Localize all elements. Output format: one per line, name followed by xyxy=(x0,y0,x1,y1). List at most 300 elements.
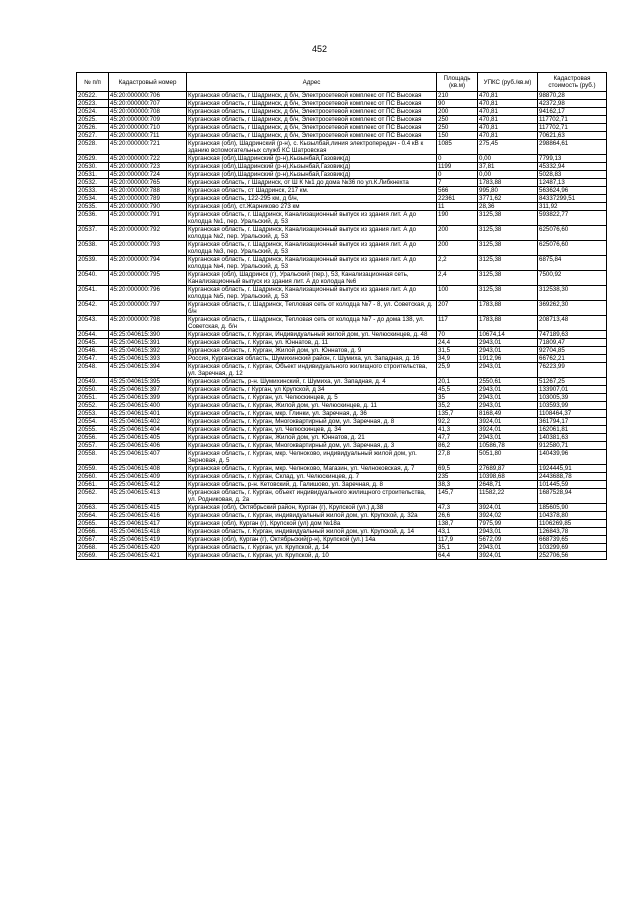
cell-upks: 2550,61 xyxy=(478,378,538,386)
cell-cadastral-number: 45:25:040615:394 xyxy=(109,363,187,378)
cell-cadastral-number: 45:20:000000:790 xyxy=(109,203,187,211)
cell-address: Курганская область, г. Курган, ул. Челюскинцев, д. 5 xyxy=(187,394,437,402)
cell-upks: 10674,14 xyxy=(478,331,538,339)
table-row xyxy=(77,187,607,195)
cell-cadastral-number: 45:25:040615:415 xyxy=(109,504,187,512)
cell-area: 92,2 xyxy=(437,418,478,426)
cell-cadastral-number: 45:20:000000:796 xyxy=(109,286,187,301)
cell-cadastral-number: 45:25:040615:404 xyxy=(109,426,187,434)
cell-cost: 133907,01 xyxy=(538,386,607,394)
col-header-address: Адрес xyxy=(187,73,437,92)
cell-upks: 2943,01 xyxy=(478,363,538,378)
cell-address: Курганская область, г Шадринск, д б/н, Электросетевой комплекс от ПС Высокая xyxy=(187,100,437,108)
cell-area: 135,7 xyxy=(437,410,478,418)
cell-cost: 140381,63 xyxy=(538,434,607,442)
table-row xyxy=(77,347,607,355)
cell-num: 20524. xyxy=(77,108,109,116)
cell-cost: 103299,69 xyxy=(538,544,607,552)
cell-upks: 470,81 xyxy=(478,116,538,124)
cell-num: 20543. xyxy=(77,316,109,331)
cell-num: 20522. xyxy=(77,92,109,100)
cell-address: Курганская область, г. Курган, ул. Юннатов, д. 11 xyxy=(187,339,437,347)
cell-address: Курганская область, г. Шадринск, Тепловая сеть от колодца №7 - до дома 138, ул. Советская, д. б/н xyxy=(187,316,437,331)
cell-upks: 5051,80 xyxy=(478,450,538,465)
cell-address: Курганская (обл),Шадринский (р-н),Кызынбай,Газовик(д) xyxy=(187,155,437,163)
cell-area: 43,1 xyxy=(437,528,478,536)
cell-address: Курганская (обл),Шадринский (р-н),Кызынбай,Газовик(д) xyxy=(187,171,437,179)
cell-cadastral-number: 45:25:040615:418 xyxy=(109,528,187,536)
table-body xyxy=(77,92,607,560)
cell-cadastral-number: 45:20:000000:724 xyxy=(109,171,187,179)
cell-upks: 3125,38 xyxy=(478,286,538,301)
cell-num: 20542. xyxy=(77,301,109,316)
cell-upks: 470,81 xyxy=(478,100,538,108)
cell-area: 35,2 xyxy=(437,402,478,410)
cell-cadastral-number: 45:25:040615:390 xyxy=(109,331,187,339)
cell-cost: 563624,96 xyxy=(538,187,607,195)
cell-cost: 66762,21 xyxy=(538,355,607,363)
cell-num: 20556. xyxy=(77,434,109,442)
cell-address: Курганская область, г Шадринск, д б/н, Электросетевой комплекс от ПС Высокая xyxy=(187,124,437,132)
cell-address: Курганская область, г. Шадринск, Канализационный выпуск из здания лит. А до колодца №5, пер. Уральский, д. 53 xyxy=(187,286,437,301)
table-row xyxy=(77,481,607,489)
cell-area: 0 xyxy=(437,155,478,163)
cell-upks: 470,81 xyxy=(478,92,538,100)
cell-num: 20531. xyxy=(77,171,109,179)
cell-cadastral-number: 45:25:040615:416 xyxy=(109,512,187,520)
cell-cadastral-number: 45:25:040615:413 xyxy=(109,489,187,504)
cell-area: 34,9 xyxy=(437,355,478,363)
cell-num: 20537. xyxy=(77,226,109,241)
cell-cadastral-number: 45:25:040615:409 xyxy=(109,473,187,481)
cell-cadastral-number: 45:25:040615:406 xyxy=(109,442,187,450)
cell-area: 0 xyxy=(437,171,478,179)
cell-upks: 11582,22 xyxy=(478,489,538,504)
cell-area: 1085 xyxy=(437,140,478,155)
cell-area: 26,6 xyxy=(437,512,478,520)
cell-cost: 12487,13 xyxy=(538,179,607,187)
cell-address: Курганская область, г. Курган, Индивидуальный жилой дом, ул. Челюскинцев, д. 48 xyxy=(187,331,437,339)
table-row xyxy=(77,536,607,544)
cell-cadastral-number: 45:25:040615:402 xyxy=(109,418,187,426)
cell-cost: 42372,98 xyxy=(538,100,607,108)
table-row xyxy=(77,92,607,100)
cell-cost: 185605,90 xyxy=(538,504,607,512)
cell-cadastral-number: 45:20:000000:793 xyxy=(109,241,187,256)
cell-cadastral-number: 45:25:040615:417 xyxy=(109,520,187,528)
cell-num: 20529. xyxy=(77,155,109,163)
cell-cadastral-number: 45:25:040615:391 xyxy=(109,339,187,347)
cell-cost: 1687528,94 xyxy=(538,489,607,504)
cell-num: 20550. xyxy=(77,386,109,394)
cell-upks: 0,00 xyxy=(478,171,538,179)
cell-address: Курганская область, р-н. Кетовский, д. Галишово, ул. Заречная, д. 8 xyxy=(187,481,437,489)
cell-area: 69,5 xyxy=(437,465,478,473)
cell-upks: 3125,38 xyxy=(478,241,538,256)
cell-cadastral-number: 45:25:040615:405 xyxy=(109,434,187,442)
cell-cost: 126843,78 xyxy=(538,528,607,536)
cell-cadastral-number: 45:25:040615:420 xyxy=(109,544,187,552)
col-header-num: № п/п xyxy=(77,73,109,92)
cell-num: 20562. xyxy=(77,489,109,504)
cell-num: 20559. xyxy=(77,465,109,473)
cell-num: 20530. xyxy=(77,163,109,171)
table-row xyxy=(77,450,607,465)
cell-num: 20567. xyxy=(77,536,109,544)
cell-area: 90 xyxy=(437,100,478,108)
cell-cadastral-number: 45:20:000000:710 xyxy=(109,124,187,132)
cell-num: 20551. xyxy=(77,394,109,402)
cell-cost: 312538,30 xyxy=(538,286,607,301)
cell-upks: 2943,01 xyxy=(478,402,538,410)
cell-cost: 140439,96 xyxy=(538,450,607,465)
cell-address: Россия, Курганская область, Шумихинский район, г. Шумиха, ул. Западная, д. 16 xyxy=(187,355,437,363)
cell-upks: 5672,09 xyxy=(478,536,538,544)
cell-address: Курганская (обл), Курган (г), Октябрьский(р-н), Крупской (ул.) 14а xyxy=(187,536,437,544)
cell-cost: 104378,80 xyxy=(538,512,607,520)
cell-cost: 912580,71 xyxy=(538,442,607,450)
cell-address: Курганская область, ст Шадринск, 217 км. xyxy=(187,187,437,195)
table-row xyxy=(77,512,607,520)
cell-cadastral-number: 45:20:000000:706 xyxy=(109,92,187,100)
table-row xyxy=(77,211,607,226)
cell-num: 20544. xyxy=(77,331,109,339)
cell-upks: 470,81 xyxy=(478,124,538,132)
table-row xyxy=(77,316,607,331)
cell-area: 86,2 xyxy=(437,442,478,450)
cell-cadastral-number: 45:20:000000:798 xyxy=(109,316,187,331)
cell-cost: 117702,71 xyxy=(538,124,607,132)
cell-address: Курганская область, г. Курган, мкр. Глинки, ул. Заречная, д. 36 xyxy=(187,410,437,418)
cell-area: 20,1 xyxy=(437,378,478,386)
cell-area: 11 xyxy=(437,203,478,211)
cell-cost: 1108464,37 xyxy=(538,410,607,418)
cell-area: 235 xyxy=(437,473,478,481)
table-row xyxy=(77,163,607,171)
cell-upks: 8168,49 xyxy=(478,410,538,418)
cell-area: 190 xyxy=(437,211,478,226)
cell-area: 41,3 xyxy=(437,426,478,434)
cell-area: 138,7 xyxy=(437,520,478,528)
col-header-cost: Кадастровая стоимость (руб.) xyxy=(538,73,607,92)
cell-area: 45,5 xyxy=(437,386,478,394)
cell-num: 20557. xyxy=(77,442,109,450)
cell-cadastral-number: 45:20:000000:788 xyxy=(109,187,187,195)
cell-area: 145,7 xyxy=(437,489,478,504)
cell-cadastral-number: 45:25:040615:419 xyxy=(109,536,187,544)
cell-upks: 37,81 xyxy=(478,163,538,171)
cell-num: 20535. xyxy=(77,203,109,211)
cell-address: Курганская область, г. Курган, Многоквартирный дом, ул. Заречная, д. 8 xyxy=(187,418,437,426)
cell-area: 117,9 xyxy=(437,536,478,544)
cell-address: Курганская область, г Курган, ул Крупской, д 34 xyxy=(187,386,437,394)
cell-upks: 2943,01 xyxy=(478,347,538,355)
cell-num: 20539. xyxy=(77,256,109,271)
table-row xyxy=(77,155,607,163)
cell-cost: 103593,99 xyxy=(538,402,607,410)
table-row xyxy=(77,241,607,256)
cell-area: 117 xyxy=(437,316,478,331)
cell-cadastral-number: 45:25:040615:407 xyxy=(109,450,187,465)
cell-upks: 1783,88 xyxy=(478,179,538,187)
cell-cadastral-number: 45:25:040615:392 xyxy=(109,347,187,355)
cell-address: Курганская область, г. Курган, мкр. Челноково, индивидуальный жилой дом, ул. Зерновая, д. 5 xyxy=(187,450,437,465)
cell-cost: 1924445,91 xyxy=(538,465,607,473)
cell-num: 20553. xyxy=(77,410,109,418)
table-row xyxy=(77,226,607,241)
table-row xyxy=(77,386,607,394)
table-row xyxy=(77,140,607,155)
cell-num: 20564. xyxy=(77,512,109,520)
table-row xyxy=(77,528,607,536)
cell-address: Курганская область, г Шадринск, д б/н, Электросетевой комплекс от ПС Высокая xyxy=(187,92,437,100)
cell-num: 20548. xyxy=(77,363,109,378)
cell-area: 250 xyxy=(437,116,478,124)
cell-area: 70 xyxy=(437,331,478,339)
table-row xyxy=(77,418,607,426)
cell-cost: 208713,48 xyxy=(538,316,607,331)
table-row xyxy=(77,394,607,402)
cell-num: 20566. xyxy=(77,528,109,536)
cell-area: 150 xyxy=(437,132,478,140)
cell-cadastral-number: 45:25:040615:399 xyxy=(109,394,187,402)
cell-num: 20569. xyxy=(77,552,109,560)
cell-upks: 27689,87 xyxy=(478,465,538,473)
cell-num: 20561. xyxy=(77,481,109,489)
cell-num: 20546. xyxy=(77,347,109,355)
cell-cadastral-number: 45:20:000000:794 xyxy=(109,256,187,271)
cell-area: 7 xyxy=(437,179,478,187)
cell-cost: 361794,17 xyxy=(538,418,607,426)
cell-upks: 28,36 xyxy=(478,203,538,211)
cell-cost: 369262,30 xyxy=(538,301,607,316)
page-number: 452 xyxy=(311,44,328,54)
cell-area: 47,7 xyxy=(437,434,478,442)
table-row xyxy=(77,256,607,271)
table-row xyxy=(77,434,607,442)
cell-upks: 1912,96 xyxy=(478,355,538,363)
cell-num: 20545. xyxy=(77,339,109,347)
cell-area: 1199 xyxy=(437,163,478,171)
cell-cost: 92704,85 xyxy=(538,347,607,355)
cell-num: 20526. xyxy=(77,124,109,132)
cell-num: 20525. xyxy=(77,116,109,124)
cell-num: 20565. xyxy=(77,520,109,528)
cell-upks: 7975,99 xyxy=(478,520,538,528)
cell-cadastral-number: 45:20:000000:792 xyxy=(109,226,187,241)
cell-address: Курганская область, г. Курган, Жилой дом, ул. Юннатов, д. 9 xyxy=(187,347,437,355)
cell-cadastral-number: 45:25:040615:412 xyxy=(109,481,187,489)
cell-num: 20538. xyxy=(77,241,109,256)
table-row xyxy=(77,339,607,347)
cell-cadastral-number: 45:20:000000:722 xyxy=(109,155,187,163)
cell-address: Курганская область, г. Шадринск, Канализационный выпуск из здания лит. А до колодца №3, пер. Уральский, д. 53 xyxy=(187,241,437,256)
cell-address: Курганская (обл), Курган (г), Крупской (ул) дом №18а xyxy=(187,520,437,528)
cell-num: 20549. xyxy=(77,378,109,386)
cell-cadastral-number: 45:20:000000:791 xyxy=(109,211,187,226)
cell-address: Курганская (обл), ст.Жарниково 273 км xyxy=(187,203,437,211)
cell-num: 20541. xyxy=(77,286,109,301)
cell-upks: 3771,62 xyxy=(478,195,538,203)
cell-area: 22361 xyxy=(437,195,478,203)
cell-upks: 2943,01 xyxy=(478,528,538,536)
cell-address: Курганская область, г. Курган, Многоквартирный дом, ул. Заречная, д. 3 xyxy=(187,442,437,450)
cell-area: 24,4 xyxy=(437,339,478,347)
table-row xyxy=(77,520,607,528)
table-row xyxy=(77,331,607,339)
cell-area: 210 xyxy=(437,92,478,100)
cell-area: 250 xyxy=(437,124,478,132)
cell-cost: 625076,60 xyxy=(538,226,607,241)
cell-upks: 3924,01 xyxy=(478,418,538,426)
table-row xyxy=(77,355,607,363)
cell-cadastral-number: 45:20:000000:721 xyxy=(109,140,187,155)
cell-num: 20563. xyxy=(77,504,109,512)
cell-address: Курганская область, г. Курган, ул. Крупской, д. 14 xyxy=(187,544,437,552)
cell-address: Курганская область, 122-295 км, д б/н, xyxy=(187,195,437,203)
table-row xyxy=(77,179,607,187)
table-row xyxy=(77,301,607,316)
cell-address: Курганская (обл), Октябрьский район, Курган (г), Крупской (ул.) д.38 xyxy=(187,504,437,512)
table-row xyxy=(77,544,607,552)
cell-cost: 71809,47 xyxy=(538,339,607,347)
cell-area: 207 xyxy=(437,301,478,316)
cell-num: 20554. xyxy=(77,418,109,426)
cell-address: Курганская область, г Шадринск, д б/н, Электросетевой комплекс от ПС Высокая xyxy=(187,108,437,116)
cell-upks: 3924,01 xyxy=(478,504,538,512)
table-row xyxy=(77,504,607,512)
cell-area: 566 xyxy=(437,187,478,195)
table-row xyxy=(77,465,607,473)
cell-num: 20536. xyxy=(77,211,109,226)
cell-upks: 3924,01 xyxy=(478,426,538,434)
cell-address: Курганская область, г Шадринск, от Ш К №1 до дома №36 по ул.К.Либкнехта xyxy=(187,179,437,187)
table-row xyxy=(77,171,607,179)
cell-upks: 10398,68 xyxy=(478,473,538,481)
cell-address: Курганская область, г Шадринск, д б/н, Электросетевой комплекс от ПС Высокая xyxy=(187,116,437,124)
cell-upks: 2943,01 xyxy=(478,339,538,347)
cell-cost: 70621,63 xyxy=(538,132,607,140)
cell-num: 20555. xyxy=(77,426,109,434)
table-row xyxy=(77,116,607,124)
cell-cadastral-number: 45:20:000000:711 xyxy=(109,132,187,140)
cell-address: Курганская область, г. Курган, индивидуальный жилой дом, ул. Крупской, д. 14 xyxy=(187,528,437,536)
cell-upks: 470,81 xyxy=(478,108,538,116)
cell-cadastral-number: 45:25:040615:401 xyxy=(109,410,187,418)
table-row xyxy=(77,195,607,203)
cell-upks: 3924,02 xyxy=(478,512,538,520)
cell-address: Курганская область, г. Шадринск, Канализационный выпуск из здания лит. А до колодца №4, пер. Уральский, д. 53 xyxy=(187,256,437,271)
table-row xyxy=(77,124,607,132)
cell-num: 20547. xyxy=(77,355,109,363)
cell-num: 20527. xyxy=(77,132,109,140)
cell-address: Курганская область, г. Курган, ул. Крупской, д. 10 xyxy=(187,552,437,560)
cell-area: 64,4 xyxy=(437,552,478,560)
cell-upks: 2943,01 xyxy=(478,434,538,442)
cell-upks: 470,81 xyxy=(478,132,538,140)
cell-address: Курганская область, г. Курган, ул. Челюскинцев, д. 34 xyxy=(187,426,437,434)
cell-cost: 1106269,85 xyxy=(538,520,607,528)
cell-area: 27,8 xyxy=(437,450,478,465)
cell-cadastral-number: 45:25:040615:421 xyxy=(109,552,187,560)
cell-address: Курганская область, г. Шадринск, Тепловая сеть от колодца №7 - 8, ул. Советская, д. б/н xyxy=(187,301,437,316)
cell-upks: 0,00 xyxy=(478,155,538,163)
cell-num: 20528. xyxy=(77,140,109,155)
cell-cost: 593822,77 xyxy=(538,211,607,226)
cell-upks: 2943,01 xyxy=(478,394,538,402)
cell-upks: 10586,78 xyxy=(478,442,538,450)
table-row xyxy=(77,271,607,286)
cell-cost: 625076,60 xyxy=(538,241,607,256)
cell-address: Курганская область, г. Курган, Склад, ул. Челюскинцев, д. 7 xyxy=(187,473,437,481)
cell-cost: 6875,84 xyxy=(538,256,607,271)
cell-num: 20533. xyxy=(77,187,109,195)
cell-cost: 162061,81 xyxy=(538,426,607,434)
cell-address: Курганская область, г. Курган, мкр. Челноково, Магазин, ул. Челноковская, д. 7 xyxy=(187,465,437,473)
cadastral-table xyxy=(76,72,607,560)
cell-address: Курганская (обл), Шадринск (г), Уральский (пер.), 53, Канализационная сеть, Канализационный выпуск из здания лит. А до колодца №6 xyxy=(187,271,437,286)
table-row xyxy=(77,552,607,560)
cell-area: 35 xyxy=(437,394,478,402)
cell-upks: 1783,88 xyxy=(478,316,538,331)
cell-cadastral-number: 45:20:000000:723 xyxy=(109,163,187,171)
table-row xyxy=(77,426,607,434)
cell-cost: 2443688,78 xyxy=(538,473,607,481)
cell-upks: 2943,01 xyxy=(478,386,538,394)
cell-cost: 668739,65 xyxy=(538,536,607,544)
cell-area: 200 xyxy=(437,108,478,116)
table-row xyxy=(77,203,607,211)
cell-num: 20532. xyxy=(77,179,109,187)
cell-cadastral-number: 45:25:040615:393 xyxy=(109,355,187,363)
cell-upks: 3125,38 xyxy=(478,256,538,271)
cell-cost: 298864,61 xyxy=(538,140,607,155)
cell-cost: 5028,83 xyxy=(538,171,607,179)
cell-cost: 7799,13 xyxy=(538,155,607,163)
cell-area: 31,5 xyxy=(437,347,478,355)
cell-upks: 275,45 xyxy=(478,140,538,155)
cell-cost: 51267,25 xyxy=(538,378,607,386)
cell-cadastral-number: 45:25:040615:395 xyxy=(109,378,187,386)
cell-cadastral-number: 45:20:000000:765 xyxy=(109,179,187,187)
table-header-row xyxy=(77,73,607,92)
cell-area: 200 xyxy=(437,241,478,256)
col-header-cadastral-number: Кадастровый номер xyxy=(109,73,187,92)
cell-cadastral-number: 45:20:000000:708 xyxy=(109,108,187,116)
cell-cadastral-number: 45:20:000000:795 xyxy=(109,271,187,286)
cell-address: Курганская область, г. Курган, объект индивидуального жилищного строительства, ул. Родниковая, д. 2а xyxy=(187,489,437,504)
cell-cadastral-number: 45:25:040615:400 xyxy=(109,402,187,410)
table-row xyxy=(77,100,607,108)
cell-cost: 117702,71 xyxy=(538,116,607,124)
cell-cost: 84337299,51 xyxy=(538,195,607,203)
cell-upks: 3125,38 xyxy=(478,226,538,241)
cell-cadastral-number: 45:25:040615:408 xyxy=(109,465,187,473)
cell-num: 20540. xyxy=(77,271,109,286)
cell-address: Курганская (обл),Шадринский (р-н),Кызынбай,Газовик(д) xyxy=(187,163,437,171)
cell-upks: 3924,01 xyxy=(478,552,538,560)
cell-cost: 103005,39 xyxy=(538,394,607,402)
table-row xyxy=(77,402,607,410)
cell-cadastral-number: 45:20:000000:797 xyxy=(109,301,187,316)
cell-area: 2,2 xyxy=(437,256,478,271)
cell-cost: 94162,17 xyxy=(538,108,607,116)
table-row xyxy=(77,378,607,386)
cell-cadastral-number: 45:20:000000:707 xyxy=(109,100,187,108)
table-row xyxy=(77,363,607,378)
cell-upks: 2943,01 xyxy=(478,544,538,552)
col-header-area: Площадь (кв.м) xyxy=(437,73,478,92)
